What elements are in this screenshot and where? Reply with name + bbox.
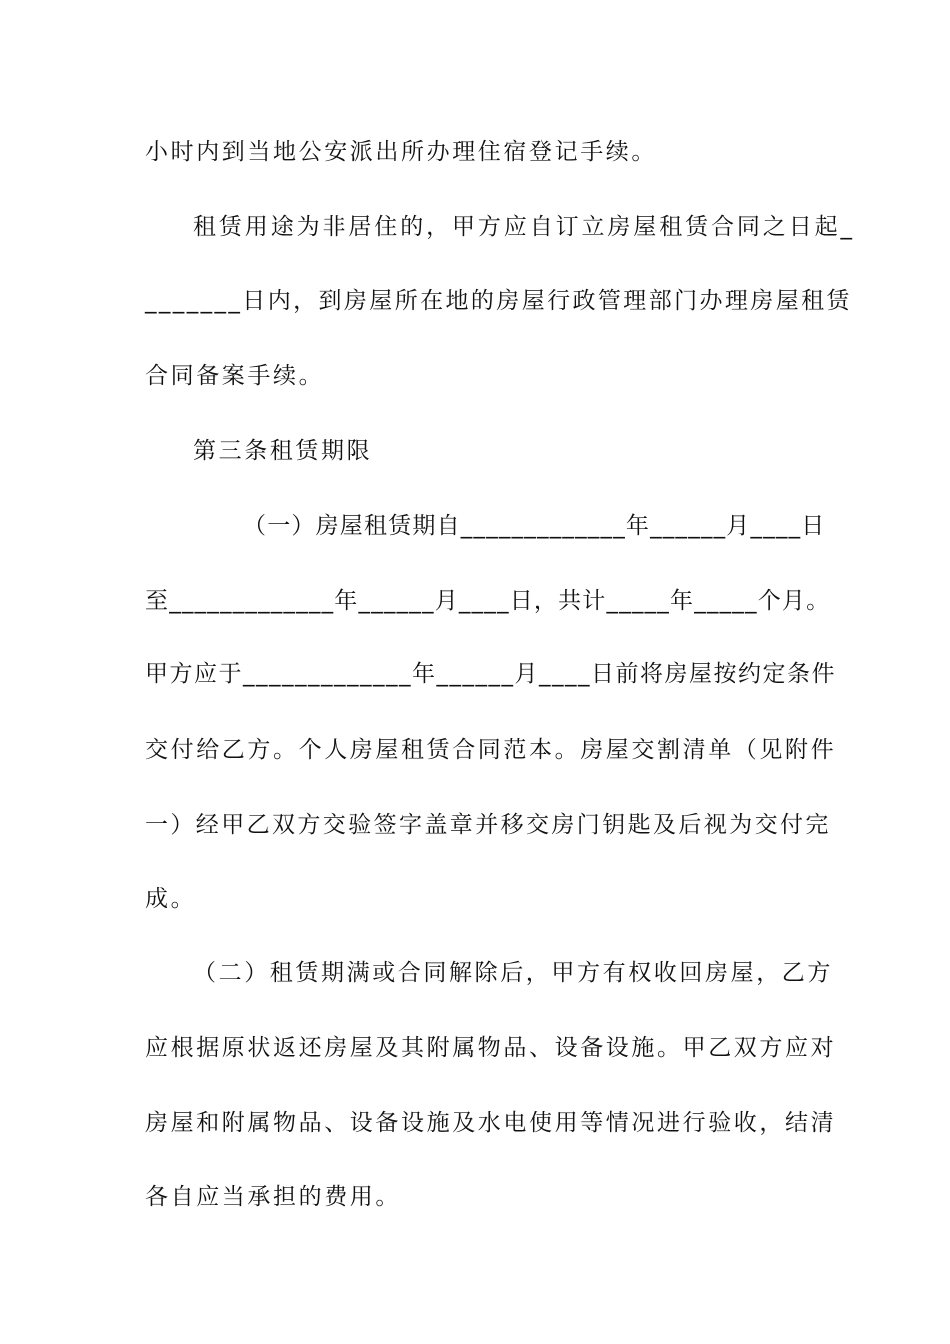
text-line: 各自应当承担的费用。 <box>145 1184 401 1210</box>
text-line: 应根据原状返还房屋及其附属物品、设备设施。甲乙双方应对 <box>145 1035 837 1061</box>
text-line: 合同备案手续。 <box>145 363 325 389</box>
text-line: 交付给乙方。个人房屋租赁合同范本。房屋交割清单（见附件 <box>145 737 837 763</box>
text-line: （一）房屋租赁期自_____________年______月____日 <box>243 513 826 539</box>
text-line: 小时内到当地公安派出所办理住宿登记手续。 <box>145 139 657 165</box>
text-line: _______日内，到房屋所在地的房屋行政管理部门办理房屋租赁 <box>145 288 852 314</box>
text-line: 一）经甲乙双方交验签字盖章并移交房门钥匙及后视为交付完 <box>145 812 831 838</box>
section-heading: 第三条租赁期限 <box>193 438 373 464</box>
text-line: 房屋和附属物品、设备设施及水电使用等情况进行验收，结清 <box>145 1110 837 1136</box>
text-line: （二）租赁期满或合同解除后，甲方有权收回房屋，乙方 <box>193 960 833 986</box>
text-line: 成。 <box>145 886 197 912</box>
text-line: 甲方应于_____________年______月____日前将房屋按约定条件 <box>145 661 836 687</box>
text-line: 租赁用途为非居住的，甲方应自订立房屋租赁合同之日起_ <box>193 214 855 240</box>
text-line: 至_____________年______月____日，共计_____年_____个月。 <box>145 588 831 614</box>
